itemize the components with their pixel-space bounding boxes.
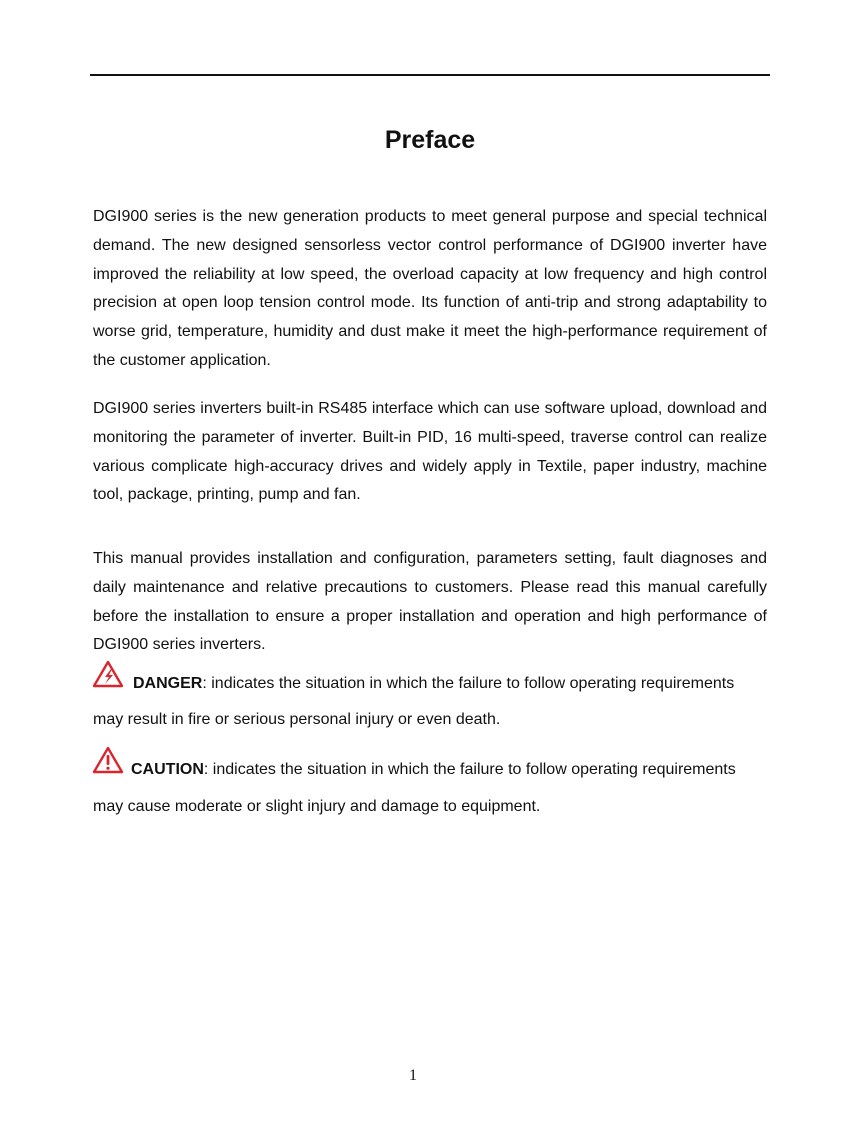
preface-paragraph-manual: This manual provides installation and configuration, parameters setting, fault diagnoses and daily maintenance and relative precautions to customers. Please read this manual carefully before the installation to ensure a proper installation and operation and high performance of DGI900 series inverters.: [93, 550, 767, 654]
preface-paragraph-features: DGI900 series inverters built-in RS485 interface which can use software upload, download and monitoring the parameter of inverter. Built-in PID, 16 multi-speed, traverse control can realize various complicate high-accuracy drives and widely apply in Textile, paper industry, machine tool, package, printing, pump and fan.: [93, 400, 767, 504]
page-number: 1: [409, 1067, 417, 1084]
caution-notice: [93, 759, 811, 781]
preface-paragraph-intro: DGI900 series is the new generation products to meet general purpose and special technical demand. The new designed sensorless vector control performance of DGI900 inverter have improved the reliability at low speed, the overload capacity at low frequency and high control precision at open loop tension control mode. Its function of anti-trip and strong adaptability to worse grid, temperature, humidity and dust make it meet the high-performance requirement of the customer application.: [93, 208, 767, 369]
danger-label: DANGER: [133, 675, 203, 692]
caution-text-line2: may cause moderate or slight injury and damage to equipment.: [93, 798, 541, 815]
danger-text-line2: may result in fire or serious personal injury or even death.: [93, 711, 501, 728]
danger-notice: [93, 673, 813, 695]
danger-text-line1: : indicates the situation in which the failure to follow operating requirements: [202, 675, 735, 692]
caution-text-line1: : indicates the situation in which the failure to follow operating requirements: [203, 761, 736, 778]
caution-label: CAUTION: [131, 761, 204, 778]
header-rule: [90, 74, 770, 76]
page-title: Preface: [384, 126, 476, 154]
